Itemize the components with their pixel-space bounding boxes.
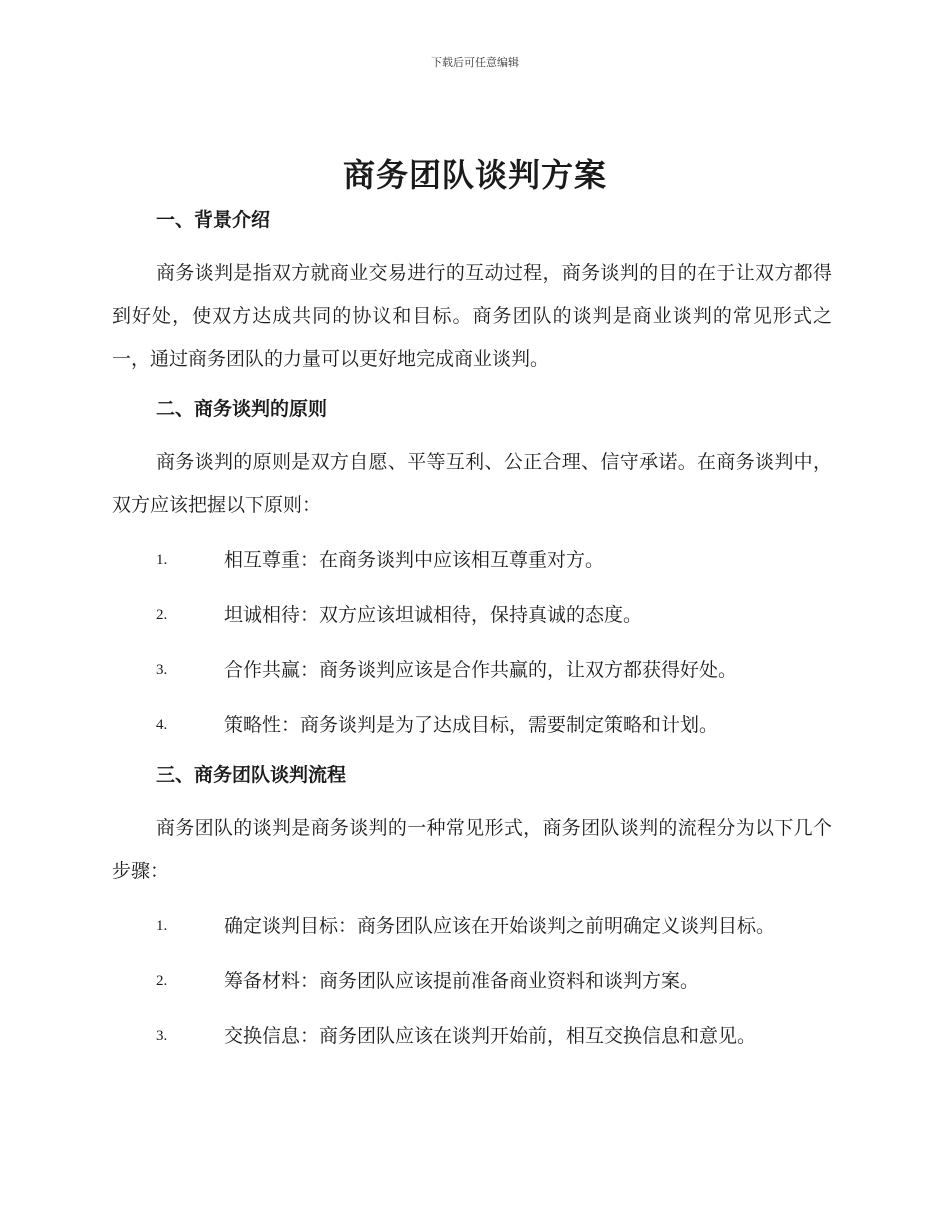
section-paragraph-principles: 商务谈判的原则是双方自愿、平等互利、公正合理、信守承诺。在商务谈判中，双方应该把握以下原则：: [112, 451, 832, 516]
list-item: [112, 960, 832, 1003]
list-item: [112, 649, 832, 692]
list-number: 1.: [156, 552, 168, 568]
list-item: [112, 704, 832, 747]
list-text: 筹备材料：商务团队应该提前准备商业资料和谈判方案。: [224, 970, 700, 992]
list-number: 2.: [156, 973, 168, 989]
list-item: [112, 539, 832, 582]
document-title: 商务团队谈判方案: [342, 156, 607, 194]
list-item: [112, 905, 832, 948]
list-number: 4.: [156, 717, 168, 733]
section-heading-principles: 二、商务谈判的原则: [156, 398, 328, 420]
list-text: 确定谈判目标：商务团队应该在开始谈判之前明确定义谈判目标。: [224, 915, 776, 937]
list-text: 交换信息：商务团队应该在谈判开始前，相互交换信息和意见。: [224, 1025, 757, 1047]
document-body: [112, 198, 832, 1058]
list-text: 相互尊重：在商务谈判中应该相互尊重对方。: [224, 549, 605, 571]
list-item: [112, 1015, 832, 1058]
list-number: 3.: [156, 662, 168, 678]
section-paragraph-background: 商务谈判是指双方就商业交易进行的互动过程，商务谈判的目的在于让双方都得到好处，使双方达成共同的协议和目标。商务团队的谈判是商业谈判的常见形式之一，通过商务团队的力量可以更好地完成商业谈判。: [112, 262, 832, 370]
list-number: 1.: [156, 918, 168, 934]
section-paragraph-process: 商务团队的谈判是商务谈判的一种常见形式，商务团队谈判的流程分为以下几个步骤：: [112, 817, 832, 882]
list-number: 2.: [156, 607, 168, 623]
list-text: 策略性：商务谈判是为了达成目标，需要制定策略和计划。: [224, 714, 719, 736]
page-header-note: 下载后可任意编辑: [431, 56, 519, 69]
section-heading-process: 三、商务团队谈判流程: [156, 764, 347, 786]
list-text: 坦诚相待：双方应该坦诚相待，保持真诚的态度。: [224, 604, 643, 626]
section-heading-background: 一、背景介绍: [156, 209, 271, 231]
list-number: 3.: [156, 1028, 168, 1044]
list-text: 合作共赢：商务谈判应该是合作共赢的，让双方都获得好处。: [224, 659, 738, 681]
list-item: [112, 594, 832, 637]
